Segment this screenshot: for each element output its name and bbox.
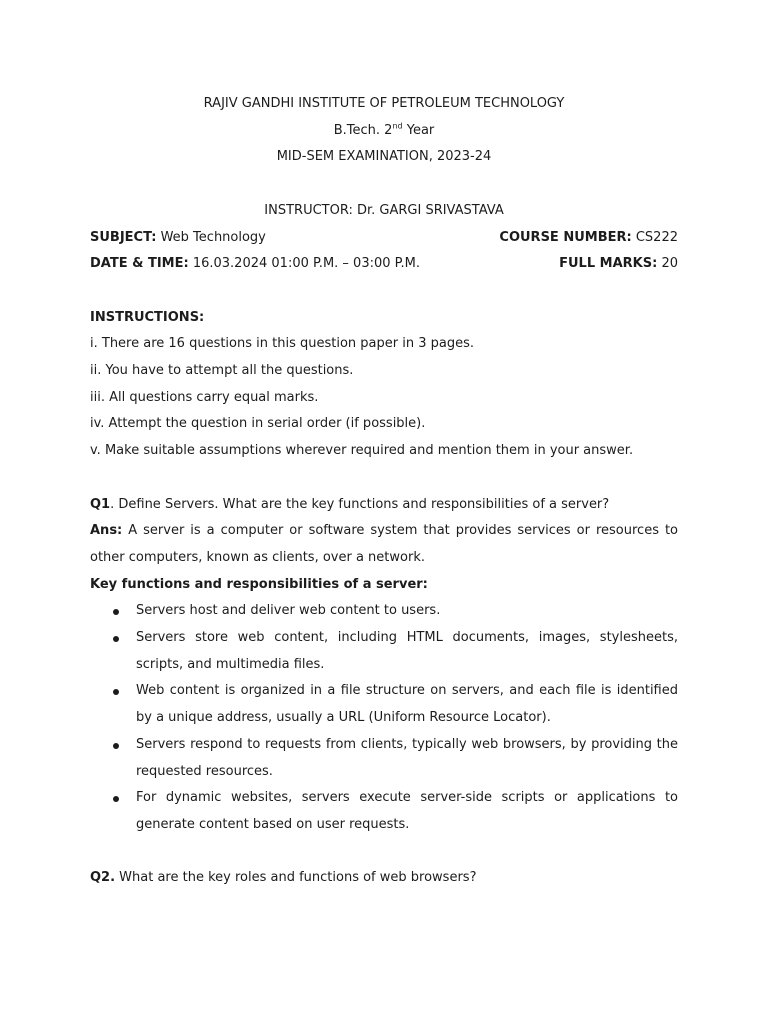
answer-1 <box>90 518 678 571</box>
datetime-field <box>90 251 420 278</box>
question-1-label: Q1 <box>90 496 111 512</box>
question-2 <box>90 865 678 892</box>
program-year <box>90 118 678 145</box>
list-item-text: Servers respond to requests from clients, typically web browsers, by providing the requested resources. <box>136 736 678 779</box>
datetime-value: 16.03.2024 01:00 P.M. – 03:00 P.M. <box>188 256 420 272</box>
exam-title: MID-SEM EXAMINATION, 2023-24 <box>276 149 492 165</box>
bullet-icon <box>113 609 119 615</box>
program-year-prefix: B.Tech. 2 <box>333 122 393 138</box>
course-value: CS222 <box>631 229 678 245</box>
answer-1-text: A server is a computer or software system that provides services or resources to other computers, known as clients, over a network. <box>90 523 678 565</box>
subject-field <box>90 225 266 252</box>
server-functions-list <box>90 598 678 838</box>
list-item <box>90 785 678 838</box>
bullet-icon <box>113 636 119 642</box>
question-2-text: What are the key roles and functions of web browsers? <box>115 870 477 886</box>
marks-field <box>559 251 678 278</box>
spacer <box>90 171 678 198</box>
list-item-text: For dynamic websites, servers execute server-side scripts or applications to generate content based on user requests. <box>136 790 678 832</box>
list-item-text: Web content is organized in a file structure on servers, and each file is identified by a unique address, usually a URL (Uniform Resource Locator). <box>136 683 678 726</box>
subject-course-row <box>90 225 678 252</box>
instructions-heading: INSTRUCTIONS: <box>90 309 205 325</box>
list-item-text: Servers store web content, including HTML documents, images, stylesheets, scripts, and multimedia files. <box>136 630 678 672</box>
program-year-sup: nd <box>392 121 403 131</box>
instruction-item: iii. All questions carry equal marks. <box>90 389 319 405</box>
instruction-item: iv. Attempt the question in serial order (if possible). <box>90 416 426 432</box>
institute-name: RAJIV GANDHI INSTITUTE OF PETROLEUM TECHNOLOGY <box>203 96 565 111</box>
spacer <box>90 278 678 305</box>
program-year-suffix: Year <box>402 122 435 138</box>
list-item-text: Servers host and deliver web content to users. <box>136 603 441 619</box>
answer-label: Ans: <box>90 523 123 539</box>
subject-label: SUBJECT: <box>90 229 157 245</box>
bullet-icon <box>113 796 119 802</box>
course-field <box>499 225 678 252</box>
spacer <box>90 465 678 492</box>
marks-value: 20 <box>657 256 678 272</box>
instruction-item: i. There are 16 questions in this question paper in 3 pages. <box>90 336 474 352</box>
list-item <box>90 598 678 625</box>
instruction-item: v. Make suitable assumptions wherever required and mention them in your answer. <box>90 443 634 459</box>
answer-subheading: Key functions and responsibilities of a server: <box>90 576 428 592</box>
question-1 <box>90 492 678 519</box>
question-2-label: Q2. <box>90 870 116 886</box>
marks-label: FULL MARKS: <box>559 256 658 272</box>
instruction-item: ii. You have to attempt all the questions. <box>90 363 354 378</box>
bullet-icon <box>113 689 119 695</box>
instructor-line: INSTRUCTOR: Dr. GARGI SRIVASTAVA <box>264 202 504 218</box>
course-label: COURSE NUMBER: <box>499 229 632 245</box>
question-1-text: . Define Servers. What are the key functions and responsibilities of a server? <box>110 496 610 512</box>
exam-page <box>90 91 678 892</box>
subject-value: Web Technology <box>156 229 266 245</box>
datetime-label: DATE & TIME: <box>90 256 189 272</box>
list-item <box>90 625 678 678</box>
list-item <box>90 732 678 785</box>
spacer <box>90 839 678 866</box>
list-item <box>90 678 678 731</box>
bullet-icon <box>113 743 119 749</box>
datetime-marks-row <box>90 251 678 278</box>
